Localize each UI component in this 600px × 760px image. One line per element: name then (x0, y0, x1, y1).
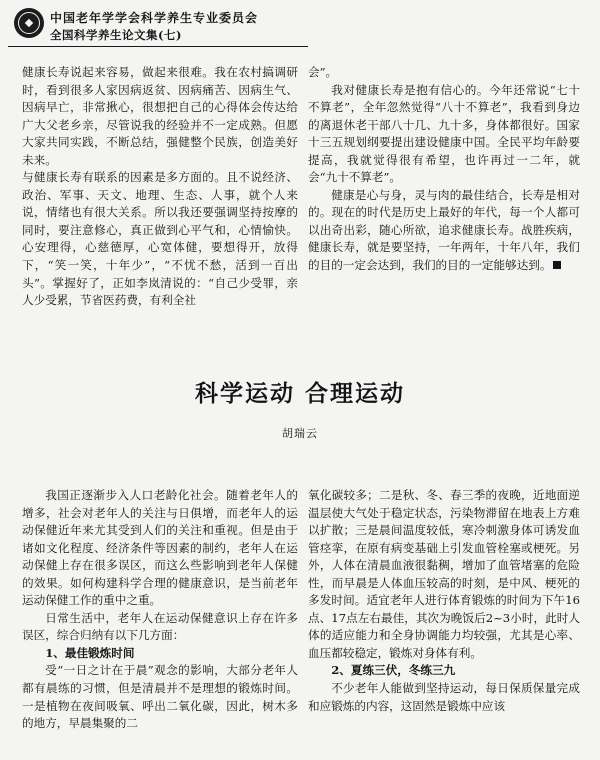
top-right-column (308, 64, 580, 275)
paragraph-text: 健康是心与身，灵与肉的最佳结合，长寿是相对的。现在的时代是历史上最好的年代，每一个人都可以出奇出彩，随心所欲，追求健康长寿。战胜疾病，健康长寿，就是要坚持，一年两年，十年八年，我们的目的一定会达到，我们的目的一定能够达到。 (308, 187, 580, 273)
header-organization: 中国老年学学会科学养生专业委员会 (50, 11, 259, 25)
society-logo-icon (14, 8, 44, 38)
header-collection-title: 全国科学养生论文集(七) (50, 28, 182, 42)
end-of-article-mark (553, 261, 561, 269)
paragraph: 我对健康长寿是抱有信心的。今年还常说“七十不算老”，全年忽然觉得“八十不算老”，我看到身边的离退休老干部八十几、九十多，身体都很好。国家十三五规划纲要提出建设健康中国。全民平均年龄要提高，我就觉得很有希望，也许再过一二年，就会“九十不算老”。 (308, 82, 580, 185)
article-author: 胡瑞云 (282, 427, 318, 440)
bottom-right-column (308, 487, 580, 715)
paragraph: 会”。 (308, 65, 338, 79)
logo-ring (18, 12, 40, 34)
paragraph (308, 187, 580, 275)
logo-center-mark (25, 19, 33, 27)
top-left-column (22, 64, 298, 310)
paragraph: 我国正逐渐步入人口老龄化社会。随着老年人的增多，社会对老年人的关注与日俱增，而老年人的运动保健近年来尤其受到人们的关注和重视。但是由于诸如文化程度、经济条件等因素的制约，老年人在运动保健上存在很多误区，而这么些影响到老年人保健的效果。如何构建科学合理的健康意识，是当前老年运动保健工作的重中之重。 (22, 488, 298, 608)
page-header (6, 4, 326, 50)
article-title: 科学运动 合理运动 (194, 380, 405, 407)
section-heading: 1、最佳锻炼时间 (45, 645, 135, 660)
paragraph: 不少老年人能做到坚持运动，每日保质保量完成和应锻炼的内容，这固然是锻炼中应该 (308, 681, 580, 713)
bottom-left-column (22, 487, 298, 733)
paragraph: 氧化碳较多；二是秋、冬、春三季的夜晚，近地面逆温层使大气处于稳定状态，污染物滞留在地表上方难以扩散；三是晨间温度较低，寒冷刺激身体可诱发血管痉挛，在原有病变基础上引发血管栓塞或梗死。另外，人体在清晨血液很黏稠，增加了血管堵塞的危险性，而早晨是人体血压较高的时刻，是中风、梗死的多发时间。适宜老年人进行体育锻炼的时间为下午16点、17点左右最佳，其次为晚饭后2~3小时，此时人体的适应能力和全身协调能力均较强，尤其是心率、血压都较稳定，锻炼对身体有利。 (308, 488, 580, 660)
header-rule (8, 46, 308, 47)
section-heading: 2、夏练三伏，冬练三九 (331, 663, 456, 678)
paragraph: 健康长寿说起来容易，做起来很难。我在农村搞调研时，看到很多人家因病返贫、因病痛苦、因病生气、因病早亡，非常揪心，很想把自己的心得体会传达给广大父老乡亲，尽管说我的经验并不一定成熟。但愿大家共同实践，不断总结，强健整个民族，创造美好未来。 (22, 65, 298, 167)
paragraph: 日常生活中，老年人在运动保健意识上存在许多误区，综合归纳有以下几方面： (22, 610, 298, 643)
paragraph: 与健康长寿有联系的因素是多方面的。且不说经济、政治、军事、天文、地理、生态、人事，就个人来说，情绪也有很大关系。所以我还要强调坚持按摩的同时，要注意修心，真正做到心平气和，心情愉快。心安理得，心慈德厚，心宽体健，要想得开，放得下，“笑一笑，十年少”，“不忧不愁，活到一百出头”。掌握好了，正如李岚清说的：“自己少受罪，亲人少受累，节省医药费，有利全社 (22, 170, 298, 308)
paragraph: 受“一日之计在于晨”观念的影响，大部分老年人都有晨练的习惯，但是清晨并不是理想的锻炼时间。一是植物在夜间吸氧、呼出二氧化碳，因此，树木多的地方，早晨集聚的二 (22, 663, 298, 731)
